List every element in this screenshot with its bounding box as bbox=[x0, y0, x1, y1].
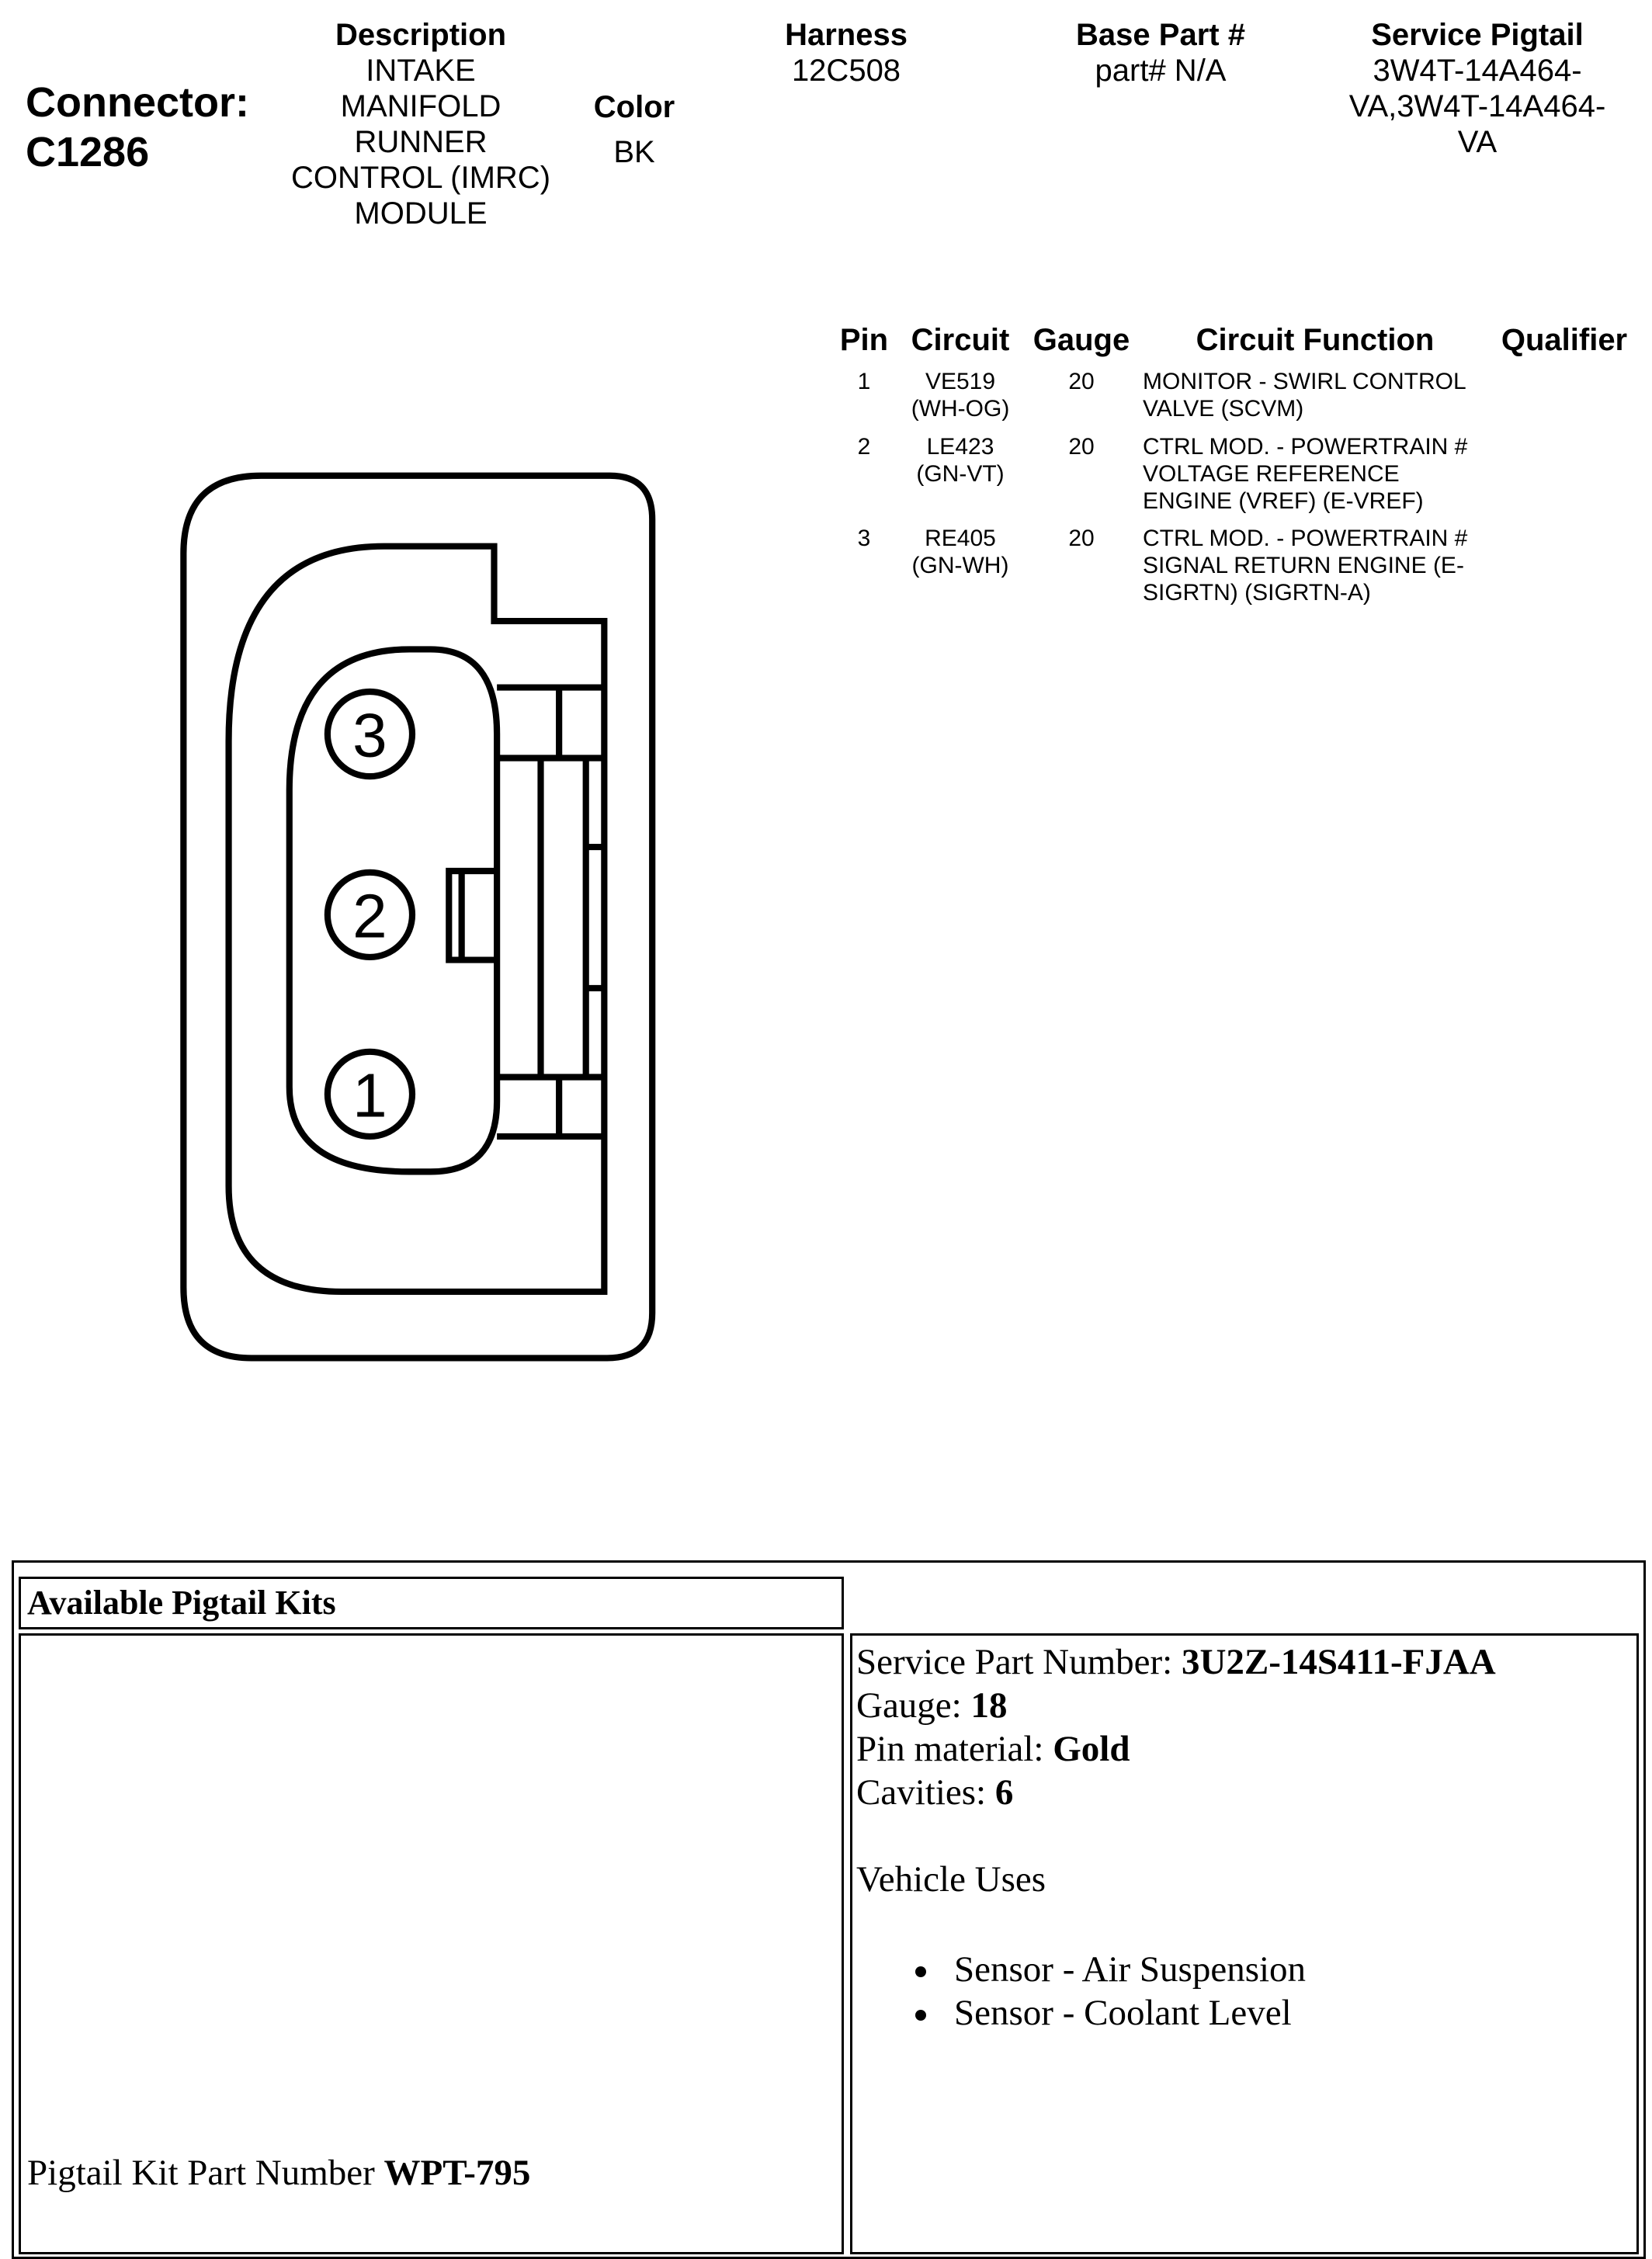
connector-label: Connector: bbox=[26, 79, 249, 126]
label: Gauge: bbox=[856, 1685, 971, 1726]
function-line: SIGRTN) (SIGRTN-A) bbox=[1143, 580, 1371, 606]
wire-color: (GN-WH) bbox=[911, 553, 1009, 578]
pin-material bbox=[856, 1727, 1496, 1771]
pin-label: 3 bbox=[352, 700, 387, 770]
vehicle-uses-list bbox=[915, 1948, 1496, 2035]
description-column bbox=[266, 17, 576, 231]
description-line: CONTROL (IMRC) bbox=[290, 161, 551, 195]
cavities bbox=[856, 1771, 1496, 1814]
pigtail-details bbox=[856, 1640, 1496, 2035]
pin-number: 1 bbox=[857, 369, 871, 394]
service-pigtail-line: 3W4T-14A464- bbox=[1373, 54, 1582, 88]
gauge: 20 bbox=[1068, 434, 1095, 460]
service-pigtail-line: VA bbox=[1457, 125, 1498, 159]
circuit-id: LE423 bbox=[926, 434, 994, 460]
label: Pin material: bbox=[856, 1729, 1053, 1769]
function-line: VOLTAGE REFERENCE bbox=[1143, 461, 1400, 487]
description-line: RUNNER bbox=[354, 125, 488, 159]
pigtail-image-cell bbox=[19, 1633, 844, 2254]
base-part-header: Base Part # bbox=[1076, 18, 1245, 52]
harness-value: 12C508 bbox=[791, 54, 901, 88]
value: 18 bbox=[970, 1685, 1008, 1726]
kit-part-number bbox=[27, 2151, 530, 2195]
function-line: CTRL MOD. - POWERTRAIN # bbox=[1143, 434, 1468, 460]
circuit-id: VE519 bbox=[925, 369, 996, 394]
col-qualifier: Qualifier bbox=[1501, 323, 1628, 357]
color-value: BK bbox=[613, 135, 655, 169]
circuit-id: RE405 bbox=[925, 526, 996, 551]
color-header: Color bbox=[593, 90, 675, 124]
value: 6 bbox=[994, 1772, 1014, 1813]
color-column bbox=[557, 89, 712, 170]
connector-diagram bbox=[169, 466, 671, 1369]
latch-rails bbox=[541, 758, 605, 1077]
service-pigtail-header: Service Pigtail bbox=[1371, 18, 1584, 52]
pin-housing bbox=[290, 649, 497, 1171]
function-line: SIGNAL RETURN ENGINE (E- bbox=[1143, 553, 1464, 578]
harness-column bbox=[730, 17, 963, 88]
vehicle-uses-label: Vehicle Uses bbox=[856, 1859, 1046, 1900]
col-gauge: Gauge bbox=[1032, 323, 1130, 357]
harness-header: Harness bbox=[785, 18, 908, 52]
base-part-value: part# N/A bbox=[1095, 54, 1227, 88]
description-line: INTAKE bbox=[366, 54, 476, 88]
value: 3U2Z-14S411-FJAA bbox=[1181, 1642, 1496, 1682]
gauge: 20 bbox=[1068, 369, 1095, 394]
pigtail-kits-title: Available Pigtail Kits bbox=[19, 1577, 844, 1629]
circuit bbox=[883, 525, 1038, 579]
function-line: CTRL MOD. - POWERTRAIN # bbox=[1143, 526, 1468, 551]
list-item: Sensor - Coolant Level bbox=[915, 1991, 1496, 2035]
pin-number: 2 bbox=[857, 434, 871, 460]
gauge: 20 bbox=[1068, 526, 1095, 551]
pin-label: 1 bbox=[352, 1060, 387, 1130]
connector-id: C1286 bbox=[26, 129, 150, 175]
pin-number: 3 bbox=[857, 526, 871, 551]
service-part-number bbox=[856, 1640, 1496, 1684]
latch-bottom bbox=[497, 1077, 604, 1136]
function-line: MONITOR - SWIRL CONTROL bbox=[1143, 369, 1466, 394]
wire-color: (WH-OG) bbox=[911, 396, 1010, 422]
value: Gold bbox=[1053, 1729, 1130, 1769]
service-pigtail-column bbox=[1322, 17, 1633, 160]
circuit-function bbox=[1143, 368, 1466, 422]
col-pin: Pin bbox=[839, 323, 889, 357]
list-item: Sensor - Air Suspension bbox=[915, 1948, 1496, 1991]
connector-inner-shell bbox=[229, 547, 605, 1292]
service-pigtail-line: VA,3W4T-14A464- bbox=[1348, 89, 1606, 123]
connector-heading bbox=[26, 78, 249, 177]
label: Cavities: bbox=[856, 1772, 995, 1813]
pigtail-details-cell bbox=[850, 1633, 1639, 2254]
description-line: MANIFOLD bbox=[340, 89, 502, 123]
circuit-function bbox=[1143, 433, 1467, 515]
col-circuit-function: Circuit Function bbox=[1196, 323, 1435, 357]
pin-label: 2 bbox=[352, 881, 387, 951]
wire-color: (GN-VT) bbox=[916, 461, 1005, 487]
key-tab bbox=[449, 871, 497, 960]
latch-top bbox=[497, 688, 604, 758]
circuit bbox=[883, 368, 1038, 422]
connector-outer-shell bbox=[183, 476, 652, 1359]
function-line: VALVE (SCVM) bbox=[1143, 396, 1304, 422]
function-line: ENGINE (VREF) (E-VREF) bbox=[1143, 488, 1424, 514]
gauge bbox=[856, 1684, 1496, 1727]
circuit-function bbox=[1143, 525, 1467, 606]
label: Service Part Number: bbox=[856, 1642, 1182, 1682]
col-circuit: Circuit bbox=[911, 323, 1010, 357]
circuit bbox=[883, 433, 1038, 488]
kit-part-value: WPT-795 bbox=[384, 2153, 531, 2193]
kit-part-label: Pigtail Kit Part Number bbox=[27, 2153, 384, 2193]
base-part-column bbox=[1044, 17, 1277, 88]
description-header: Description bbox=[335, 18, 507, 52]
description-line: MODULE bbox=[354, 196, 488, 231]
